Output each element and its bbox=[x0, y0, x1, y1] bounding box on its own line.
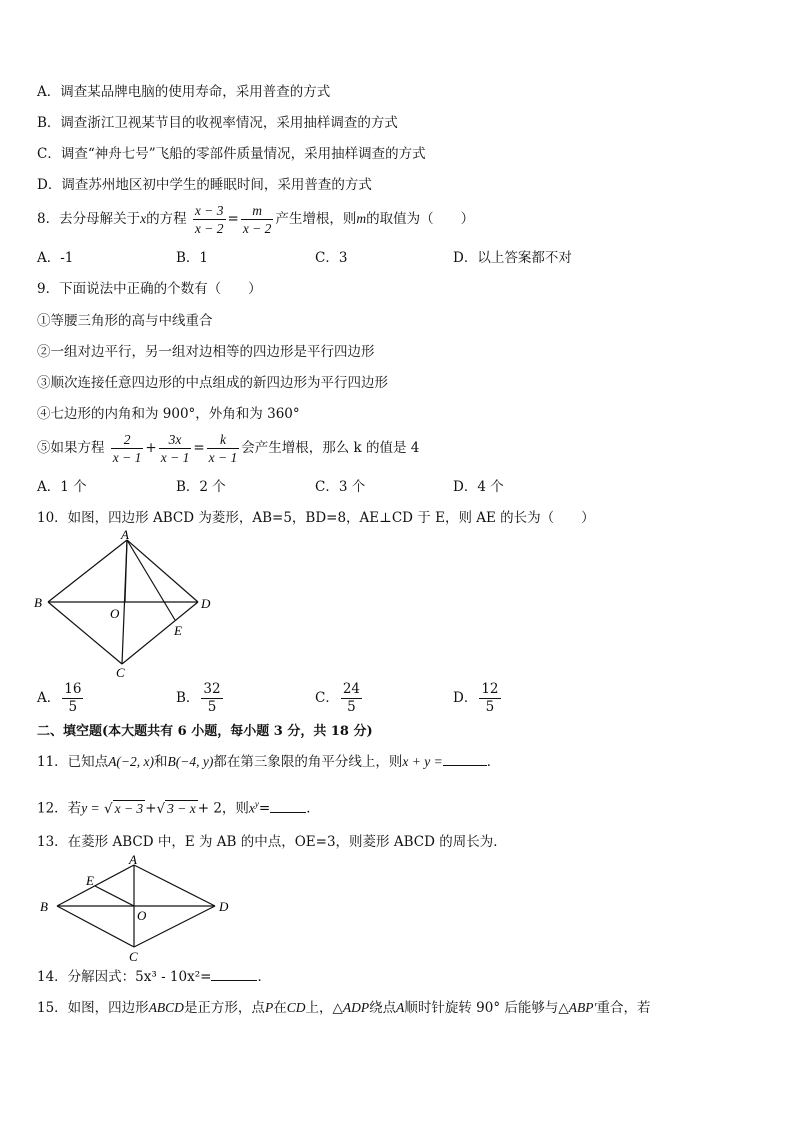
q7-option-a: A．调查某品牌电脑的使用寿命，采用普查的方式 bbox=[37, 84, 331, 100]
q13-label-e: E bbox=[86, 873, 94, 888]
q8-equals: = bbox=[227, 211, 239, 227]
q9-fraction-2: $\frac{3x}{x - 1}$ bbox=[160, 432, 190, 465]
q7-option-c: C．调查“神舟七号”飞船的零部件质量情况，采用抽样调查的方式 bbox=[37, 146, 426, 162]
q9-statement-3: ③顺次连接任意四边形的中点组成的新四边形为平行四边形 bbox=[37, 375, 388, 391]
q11-point-a: A(−2, x) bbox=[108, 754, 155, 769]
q10-label-b: B bbox=[34, 595, 42, 610]
q11-answer-blank bbox=[443, 753, 487, 766]
q7-option-d: D．调查苏州地区初中学生的睡眠时间，采用普查的方式 bbox=[37, 177, 372, 193]
q8-eq-word: 的方程 bbox=[146, 211, 187, 227]
q13-label-o: O bbox=[137, 908, 147, 923]
q8-fraction-1: $\frac{x - 3}{x - 2}$ bbox=[194, 203, 224, 236]
q9-option-a: A．1 个 bbox=[37, 479, 87, 495]
q13-label-a: A bbox=[129, 854, 137, 867]
q10-side-cd bbox=[122, 602, 198, 664]
q10-label-e: E bbox=[174, 623, 182, 638]
q10-option-d: D． $\frac{12}{5}$ bbox=[453, 681, 499, 715]
q8-var-m: m bbox=[356, 211, 367, 226]
q10-stem: 10．如图，四边形 ABCD 为菱形，AB=5，BD=8，AE⊥CD 于 E，则 AE 的长为（ ） bbox=[37, 510, 595, 526]
q9-fraction-1: $\frac{2}{x - 1}$ bbox=[112, 432, 142, 465]
q10-side-ab bbox=[48, 540, 127, 602]
q13-label-b: B bbox=[40, 899, 48, 914]
q12-sqrt-2: √ 3 − x bbox=[156, 800, 196, 817]
q8-fraction-2: $\frac{m}{x - 2}$ bbox=[242, 203, 272, 236]
q10-option-a: A． $\frac{16}{5}$ bbox=[37, 681, 82, 715]
q10-option-d-fraction: $\frac{12}{5}$ bbox=[481, 681, 499, 715]
q10-segment-ae bbox=[127, 540, 175, 620]
q10-option-b-fraction: $\frac{32}{5}$ bbox=[203, 681, 221, 715]
q10-label-d: D bbox=[201, 596, 211, 611]
q14-stem: 14．分解因式：5x³ - 10x²= ． bbox=[37, 969, 271, 985]
q9-option-b: B．2 个 bbox=[176, 479, 226, 495]
q10-option-b: B． $\frac{32}{5}$ bbox=[176, 681, 221, 715]
q9-stem: 9．下面说法中正确的个数有（ ） bbox=[37, 281, 262, 297]
q10-label-a: A bbox=[121, 530, 129, 542]
q13-side-ad bbox=[134, 865, 215, 906]
q8-mid: 产生增根，则 bbox=[275, 211, 357, 227]
q14-answer-blank bbox=[211, 968, 257, 981]
q8-var-x: x bbox=[140, 211, 147, 226]
q9-statement-4: ④七边形的内角和为 900°，外角和为 360° bbox=[37, 406, 300, 422]
q8-suffix: 的取值为（ ） bbox=[366, 211, 475, 227]
q11-point-b: B(−4, y) bbox=[167, 754, 214, 769]
q10-option-c: C． $\frac{24}{5}$ bbox=[315, 681, 361, 715]
q13-segment-oe bbox=[95, 886, 134, 906]
q10-side-ad bbox=[127, 540, 198, 602]
q9-option-d: D．4 个 bbox=[453, 479, 504, 495]
q8-option-d: D．以上答案都不对 bbox=[453, 250, 572, 266]
q7-option-b: B．调查浙江卫视某节目的收视率情况，采用抽样调查的方式 bbox=[37, 115, 398, 131]
q13-label-d: D bbox=[219, 899, 229, 914]
q8-stem bbox=[37, 202, 474, 237]
q8-option-c: C．3 bbox=[315, 250, 348, 266]
q10-label-o: O bbox=[110, 606, 120, 621]
q10-option-a-fraction: $\frac{16}{5}$ bbox=[64, 681, 82, 715]
q11-stem: 11．已知点A(−2, x)和B(−4, y)都在第三象限的角平分线上，则x + y = ． bbox=[37, 754, 501, 770]
q15-stem: 15．如图，四边形ABCD是正方形，点P在CD上，△ADP绕点A顺时针旋转 90° 后能够与△ABP′重合，若 bbox=[37, 1000, 651, 1016]
q9-fraction-3: $\frac{k}{x - 1}$ bbox=[208, 432, 238, 465]
q9-statement-1: ①等腰三角形的高与中线重合 bbox=[37, 313, 213, 329]
q12-stem: 12．若y = √ x − 3 +√ 3 − x + 2，则$x^y=$ ． bbox=[37, 799, 320, 817]
q10-label-c: C bbox=[116, 665, 125, 680]
q13-rhombus-diagram bbox=[30, 854, 245, 964]
q13-label-c: C bbox=[129, 949, 138, 964]
q13-stem: 13．在菱形 ABCD 中，E 为 AB 的中点，OE=3，则菱形 ABCD 的周长为． bbox=[37, 834, 507, 850]
q9-statement-5: ⑤如果方程 $\frac{2}{x - 1}$ + $\frac{3x}{x - 1}$ = $\frac{k}{x - 1}$ 会产生增根，那么 k 的值是 4 bbox=[37, 432, 420, 465]
q11-expression: x + y = bbox=[402, 754, 443, 769]
q9-statement-2: ②一组对边平行，另一组对边相等的四边形是平行四边形 bbox=[37, 344, 375, 360]
section-2-heading: 二、填空题(本大题共有 6 小题，每小题 3 分，共 18 分) bbox=[37, 724, 373, 739]
q8-option-a: A．-1 bbox=[37, 250, 74, 266]
q8-prefix: 8．去分母解关于 bbox=[37, 211, 141, 227]
q12-answer-blank bbox=[270, 800, 306, 813]
q12-sqrt-1: √ x − 3 bbox=[103, 800, 144, 817]
q10-rhombus-diagram bbox=[30, 530, 230, 680]
q8-option-b: B．1 bbox=[176, 250, 209, 266]
q10-option-c-fraction: $\frac{24}{5}$ bbox=[342, 681, 361, 715]
q13-side-bc bbox=[57, 906, 134, 947]
q9-option-c: C．3 个 bbox=[315, 479, 366, 495]
